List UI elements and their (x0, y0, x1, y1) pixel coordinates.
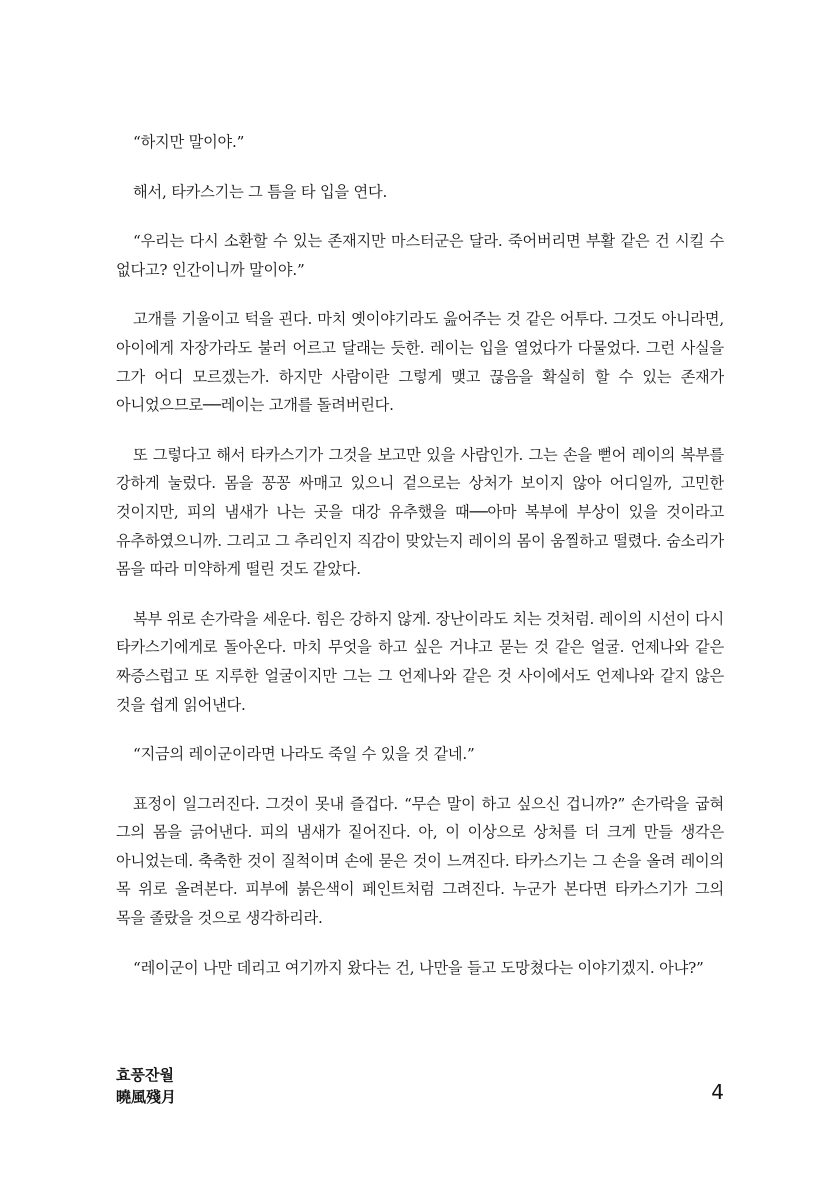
page-number: 4 (711, 1080, 724, 1104)
paragraph-7: “지금의 레이군이라면 나라도 죽일 수 있을 것 같네.” (133, 745, 475, 764)
paragraph-3: “우리는 다시 소환할 수 있는 존재지만 마스터군은 달라. 죽어버리면 부활 같은 건 시킬 수 없다고? 인간이니까 말이야.” (116, 232, 724, 279)
paragraph-4: 고개를 기울이고 턱을 괸다. 마치 옛이야기라도 읊어주는 것 같은 어투다. 그것도 아니라면, 아이에게 자장가라도 불러 어르고 달래는 듯한. 레이는 입을 열었다가 다물었다. 그런 사실을 그가 어디 모르겠는가. 하지만 사람이란 그렇게 맺고 끊음을 확실히 할 수 있는 존재가 아니었으므로──레이는 고개를 돌려버린다. (116, 310, 724, 415)
footer-title (116, 1064, 176, 1108)
paragraph-1: “하지만 말이야.” (133, 133, 245, 151)
footer-title-korean: 효풍잔월 (116, 1066, 174, 1084)
page-body (116, 128, 724, 1003)
paragraph-6: 복부 위로 손가락을 세운다. 힘은 강하지 않게. 장난이라도 치는 것처럼. 레이의 시선이 다시 타카스기에게로 돌아온다. 마치 무엇을 하고 싶은 거냐고 묻는 것 같은 얼굴. 언제나와 같은 짜증스럽고 또 지루한 얼굴이지만 그는 그 언제나와 같은 것 사이에서도 언제나와 같지 않은 것을 쉽게 읽어낸다. (116, 609, 724, 714)
paragraph-9: “레이군이 나만 데리고 여기까지 왔다는 건, 나만을 들고 도망쳤다는 이야기겠지. 아냐?” (133, 958, 704, 977)
footer-title-hanja: 曉風殘月 (116, 1088, 177, 1106)
paragraph-2: 해서, 타카스기는 그 틈을 타 입을 연다. (133, 182, 388, 201)
paragraph-5: 또 그렇다고 해서 타카스기가 그것을 보고만 있을 사람인가. 그는 손을 뻗어 레이의 복부를 강하게 눌렀다. 몸을 꽁꽁 싸매고 있으니 겉으로는 상처가 보이지 않아 어디일까, 고민한 것이지만, 피의 냄새가 나는 곳을 대강 유추했을 때──아마 복부에 부상이 있을 것이라고 유추하였으니까. 그리고 그 추리인지 직감이 맞았는지 레이의 몸이 움찔하고 떨렸다. 숨소리가 몸을 따라 미약하게 떨린 것도 같았다. (116, 445, 724, 579)
paragraph-8: 표정이 일그러진다. 그것이 못내 즐겁다. “무슨 말이 하고 싶으신 겁니까?” 손가락을 굽혀 그의 몸을 긁어낸다. 피의 냄새가 짙어진다. 아, 이 이상으로 상처를 더 크게 만들 생각은 아니었는데. 축축한 것이 질척이며 손에 묻은 것이 느껴진다. 타카스기는 그 손을 올려 레이의 목 위로 올려본다. 피부에 붉은색이 페인트처럼 그려진다. 누군가 본다면 타카스기가 그의 목을 졸랐을 것으로 생각하리라. (116, 794, 724, 928)
